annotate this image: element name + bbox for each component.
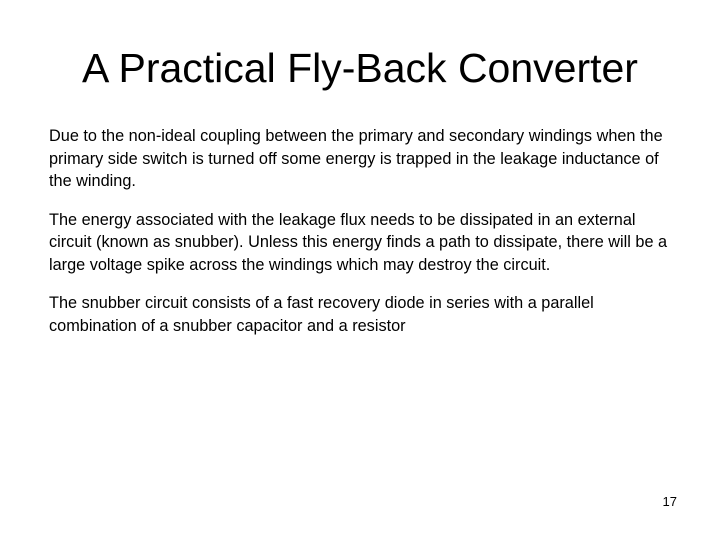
paragraph-snubber-circuit: The snubber circuit consists of a fast recovery diode in series with a parallel combination of a snubber capacitor and a resistor <box>49 294 594 335</box>
page-number: 17 <box>662 494 677 509</box>
slide-body <box>49 125 679 353</box>
slide-title: A Practical Fly-Back Converter <box>82 45 638 91</box>
paragraph-leakage-energy: The energy associated with the leakage flux needs to be dissipated in an external circuit (known as snubber). Unless this energy finds a path to dissipate, there will be a large voltage spike across the windings which may destroy the circuit. <box>49 210 668 274</box>
paragraph-leakage-inductance: Due to the non-ideal coupling between the primary and secondary windings when the primary side switch is turned off some energy is trapped in the leakage inductance of the winding. <box>49 127 663 190</box>
